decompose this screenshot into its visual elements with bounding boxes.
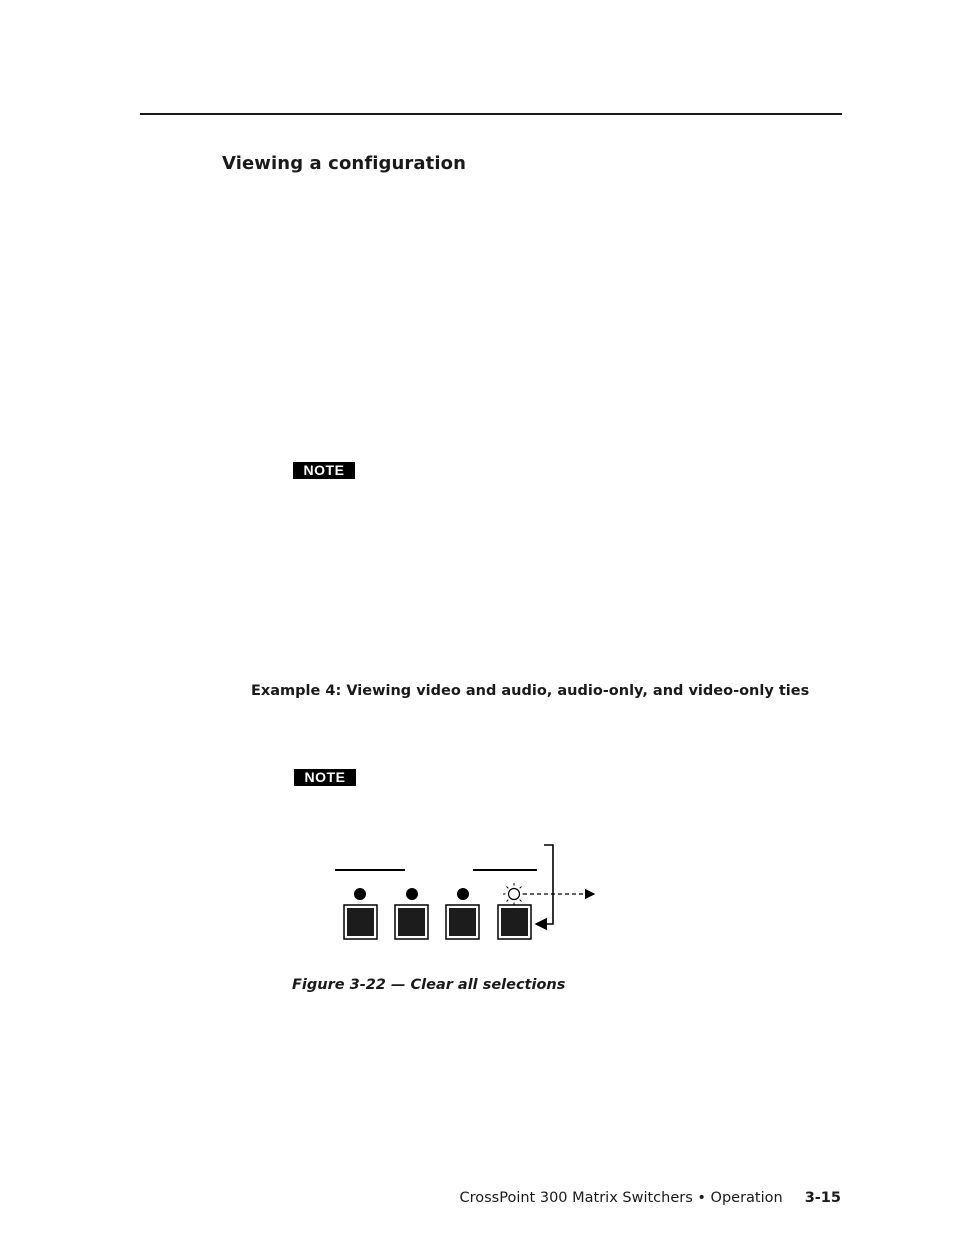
led-indicator [354, 888, 366, 900]
panel-button [498, 905, 531, 939]
page-footer [459, 1190, 841, 1206]
header-rule [140, 113, 842, 115]
note-badge: NOTE [294, 769, 356, 786]
note-badge: NOTE [293, 462, 355, 479]
panel-button [344, 905, 377, 939]
sun-icon [503, 883, 525, 905]
led-indicator [406, 888, 418, 900]
footer-title: CrossPoint 300 Matrix Switchers • Operation [459, 1190, 783, 1206]
panel-button [395, 905, 428, 939]
bracket-line [536, 845, 553, 924]
front-panel-diagram [330, 838, 610, 948]
page-number: 3-15 [804, 1190, 841, 1206]
led-indicator [457, 888, 469, 900]
section-title: Viewing a configuration [222, 153, 466, 174]
panel-button [446, 905, 479, 939]
figure-caption: Figure 3-22 — Clear all selections [292, 977, 566, 993]
example-heading: Example 4: Viewing video and audio, audio-only, and video-only ties [251, 683, 810, 699]
